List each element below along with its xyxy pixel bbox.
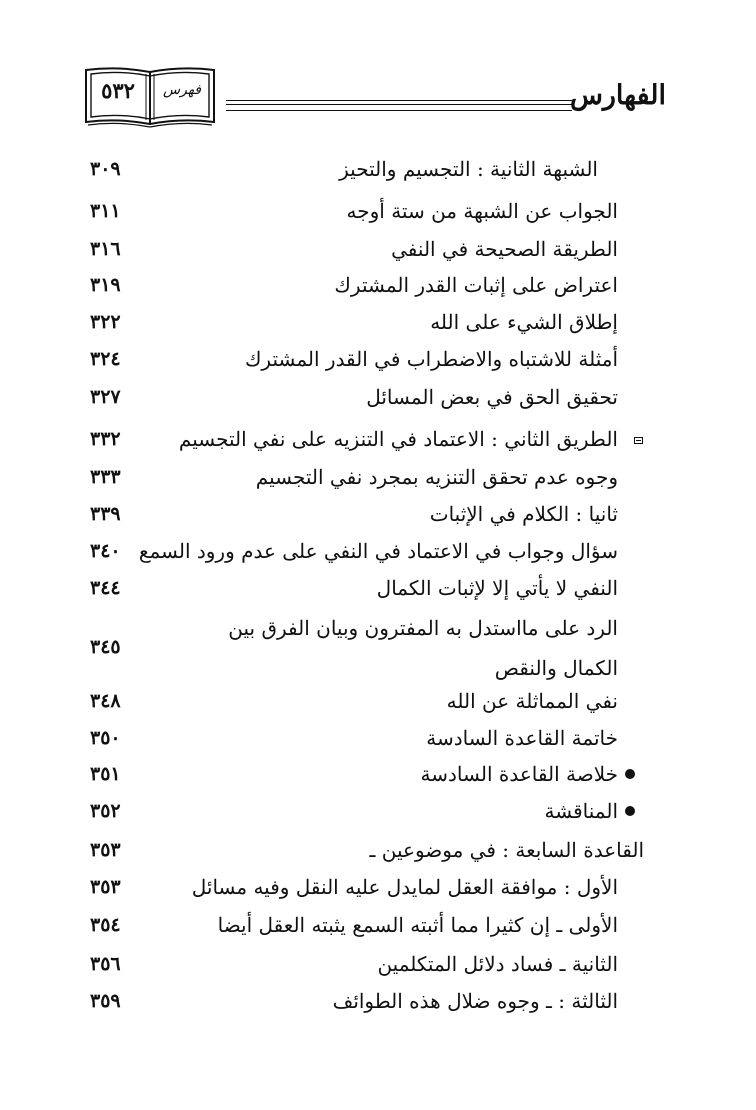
entry-page-number: ٣٠٩ — [90, 158, 121, 180]
index-entry — [90, 458, 618, 496]
index-entry — [90, 230, 618, 268]
index-entry — [90, 792, 618, 830]
entry-title: الطريقة الصحيحة في النفي — [391, 237, 618, 261]
entry-title: خلاصة القاعدة السادسة — [420, 762, 618, 786]
entry-page-number: ٣٥٣ — [90, 839, 121, 861]
entry-title: الشبهة الثانية : التجسيم والتحيز — [339, 157, 598, 181]
book-ornament — [84, 62, 216, 128]
index-entry — [90, 945, 618, 983]
entry-title: اعتراض على إثبات القدر المشترك — [334, 273, 618, 297]
entry-page-number: ٣٥٦ — [90, 953, 121, 975]
entry-title: ثانيا : الكلام في الإثبات — [429, 502, 618, 526]
index-entry — [90, 982, 618, 1020]
entry-title: المناقشة — [544, 799, 618, 823]
entry-page-number: ٣٤٠ — [90, 540, 121, 562]
entry-title: الرد على مااستدل به المفترون وبيان الفرق بين الكمال والنقص — [228, 616, 618, 680]
index-entry — [90, 755, 618, 793]
index-entry — [90, 569, 618, 607]
entry-page-number: ٣٤٥ — [90, 636, 121, 658]
entry-page-number: ٣٣٣ — [90, 466, 121, 488]
entry-title: القاعدة السابعة : في موضوعين ـ — [369, 838, 644, 862]
page-title: الفهارس — [569, 80, 666, 111]
entry-page-number: ٣٥٠ — [90, 727, 121, 749]
entry-page-number: ٣١٦ — [90, 238, 121, 260]
entry-page-number: ٣٥٣ — [90, 876, 121, 898]
entry-title: أمثلة للاشتباه والاضطراب في القدر المشترك — [244, 347, 618, 371]
entry-page-number: ٣٣٩ — [90, 503, 121, 525]
entry-title: الثالثة : ـ وجوه ضلال هذه الطوائف — [332, 989, 618, 1013]
entry-page-number: ٣٢٤ — [90, 348, 121, 370]
entry-page-number: ٣١١ — [90, 200, 121, 222]
index-entry — [90, 532, 618, 570]
index-entry — [90, 682, 618, 720]
entry-title: وجوه عدم تحقق التنزيه بمجرد نفي التجسيم — [255, 465, 618, 489]
section-marker-icon — [634, 437, 643, 444]
entry-page-number: ٣٢٢ — [90, 311, 121, 333]
entry-title: الأولى ـ إن كثيرا مما أثبته السمع يثبته العقل أيضا — [217, 913, 618, 937]
index-entry — [90, 192, 618, 230]
entry-title: نفي المماثلة عن الله — [446, 689, 618, 713]
entry-title: تحقيق الحق في بعض المسائل — [366, 385, 618, 409]
index-entry — [90, 378, 618, 416]
entry-page-number: ٣٤٤ — [90, 577, 121, 599]
page-header — [84, 62, 666, 132]
index-entry — [90, 719, 618, 757]
entry-title: الجواب عن الشبهة من ستة أوجه — [346, 199, 618, 223]
bullet-icon — [625, 769, 635, 779]
entry-title: الثانية ـ فساد دلائل المتكلمين — [377, 952, 618, 976]
entry-page-number: ٣٥٩ — [90, 990, 121, 1012]
index-entry — [90, 868, 618, 906]
entry-page-number: ٣٤٨ — [90, 690, 121, 712]
entry-page-number: ٣١٩ — [90, 274, 121, 296]
index-entry — [90, 906, 618, 944]
entry-title: الأول : موافقة العقل لمايدل عليه النقل وفيه مسائل — [191, 875, 618, 899]
index-entry — [90, 495, 618, 533]
entry-title: إطلاق الشيء على الله — [430, 310, 618, 334]
index-entry — [90, 150, 618, 188]
book-label: فهرس — [163, 82, 201, 98]
entry-title: الطريق الثاني : الاعتماد في التنزيه على نفي التجسيم — [178, 427, 618, 451]
index-entry — [90, 420, 618, 458]
entry-page-number: ٣٥١ — [90, 763, 121, 785]
entry-title: خاتمة القاعدة السادسة — [426, 726, 618, 750]
entry-page-number: ٣٢٧ — [90, 386, 121, 408]
index-entry — [90, 831, 644, 869]
index-entry — [90, 608, 618, 688]
index-entry — [90, 340, 618, 378]
entry-title: النفي لا يأتي إلا لإثبات الكمال — [376, 576, 618, 600]
index-entry — [90, 266, 618, 304]
entry-page-number: ٣٣٢ — [90, 428, 121, 450]
header-divider — [226, 100, 572, 111]
bullet-icon — [625, 806, 635, 816]
entry-title: سؤال وجواب في الاعتماد في النفي على عدم ورود السمع — [138, 539, 618, 563]
entry-page-number: ٣٥٤ — [90, 914, 121, 936]
entry-page-number: ٣٥٢ — [90, 800, 121, 822]
page-number: ٥٣٢ — [101, 78, 135, 103]
index-entry — [90, 303, 618, 341]
